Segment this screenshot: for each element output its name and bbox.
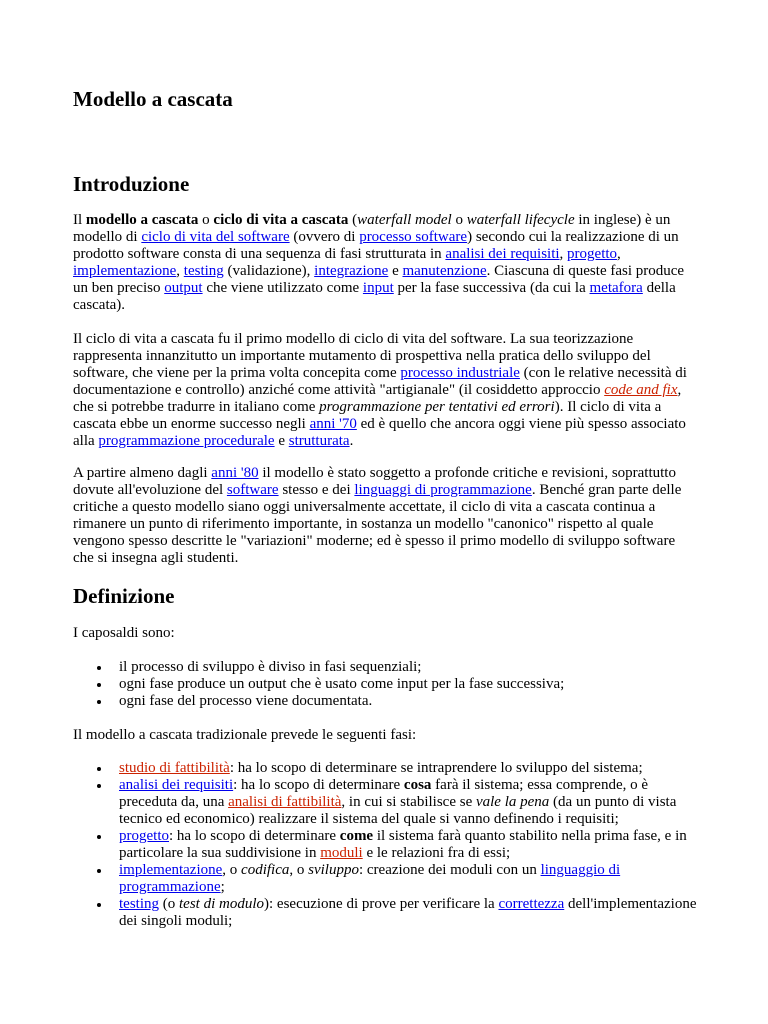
link-input[interactable]: input xyxy=(362,280,394,296)
link-strutturata[interactable]: strutturata xyxy=(288,433,350,449)
link-moduli[interactable]: moduli xyxy=(320,845,363,861)
link-software[interactable]: software xyxy=(226,482,279,498)
list-caposaldi xyxy=(73,659,698,710)
link-processo-industriale[interactable]: processo industriale xyxy=(400,365,520,381)
list-item: ogni fase produce un output che è usato come input per la fase successiva; xyxy=(73,676,698,693)
list-item: il processo di sviluppo è diviso in fasi sequenziali; xyxy=(73,659,698,676)
paragraph-intro-1: Il modello a cascata o ciclo di vita a cascata (waterfall model o waterfall lifecycle in inglese) è un modello di ciclo di vita del software (ovvero di processo software) secondo cui la realizzazione di un prodotto software consta di una sequenza di fasi strutturata in analisi dei requisiti, progetto, implementazione, testing (validazione), integrazione e manutenzione. Ciascuna di queste fasi produce un ben preciso output che viene utilizzato come input per la fase successiva (da cui la metafora della cascata). xyxy=(73,212,685,313)
heading-introduzione: Introduzione xyxy=(73,172,190,196)
page-title: Modello a cascata xyxy=(73,87,233,111)
link-anni-70[interactable]: anni '70 xyxy=(309,416,357,432)
link-progetto[interactable]: progetto xyxy=(567,246,618,262)
link-processo-software[interactable]: processo software xyxy=(359,229,468,245)
link-output[interactable]: output xyxy=(164,280,203,296)
link-programmazione-procedurale[interactable]: programmazione procedurale xyxy=(98,433,275,449)
paragraph-fasi-intro: Il modello a cascata tradizionale prevede le seguenti fasi: xyxy=(73,727,417,743)
link-linguaggi-programmazione[interactable]: linguaggi di programmazione xyxy=(354,482,532,498)
link-code-and-fix[interactable]: code and fix xyxy=(604,382,678,398)
paragraph-caposaldi: I caposaldi sono: xyxy=(73,625,175,641)
list-item-implementazione: implementazione, o codifica, o sviluppo: creazione dei moduli con un linguaggio di programmazione; xyxy=(73,862,698,896)
paragraph-intro-2: Il ciclo di vita a cascata fu il primo modello di ciclo di vita del software. La sua teorizzazione rappresenta innanzitutto un importante mutamento di prospettiva nella pratica dello sviluppo del software, che viene per la prima volta concepita come processo industriale (con le relative necessità di documentazione e controllo) anziché come attività "artigianale" (il cosiddetto approccio code and fix, che si potrebbe tradurre in italiano come programmazione per tentativi ed errori). Il ciclo di vita a cascata ebbe un enorme successo negli anni '70 ed è quello che ancora oggi viene più spesso associato alla programmazione procedurale e strutturata. xyxy=(73,331,687,449)
link-metafora[interactable]: metafora xyxy=(589,280,643,296)
list-item-progetto: progetto: ha lo scopo di determinare come il sistema farà quanto stabilito nella prima fase, e in particolare la sua suddivisione in moduli e le relazioni fra di essi; xyxy=(73,828,698,862)
link-analisi-requisiti-2[interactable]: analisi dei requisiti xyxy=(119,777,234,793)
link-analisi-fattibilita[interactable]: analisi di fattibilità xyxy=(228,794,342,810)
link-studio-fattibilita[interactable]: studio di fattibilità xyxy=(119,760,230,776)
list-fasi xyxy=(73,760,698,930)
list-item: ogni fase del processo viene documentata. xyxy=(73,693,698,710)
list-item-studio-fattibilita: studio di fattibilità: ha lo scopo di determinare se intraprendere lo sviluppo del sistema; xyxy=(73,760,698,777)
paragraph-intro-3: A partire almeno dagli anni '80 il modello è stato soggetto a profonde critiche e revisioni, soprattutto dovute all'evoluzione del software stesso e dei linguaggi di programmazione. Benché gran parte delle critiche a questo modello siano oggi universalmente accettate, il ciclo di vita a cascata continua a rimanere un punto di riferimento importante, in sostanza un modello "canonico" rispetto al quale vengono spesso descritte le "variazioni" moderne; ed è spesso il primo modello di sviluppo software che si insegna agli studenti. xyxy=(73,465,682,566)
list-item-testing: testing (o test di modulo): esecuzione di prove per verificare la correttezza dell'implementazione dei singoli moduli; xyxy=(73,896,698,930)
link-correttezza[interactable]: correttezza xyxy=(498,896,565,912)
link-anni-80[interactable]: anni '80 xyxy=(211,465,259,481)
link-integrazione[interactable]: integrazione xyxy=(314,263,389,279)
link-manutenzione[interactable]: manutenzione xyxy=(402,263,487,279)
heading-definizione: Definizione xyxy=(73,584,175,608)
link-linguaggio-programmazione[interactable]: linguaggio di programmazione xyxy=(119,862,621,895)
link-progetto-2[interactable]: progetto xyxy=(119,828,169,844)
link-analisi-requisiti[interactable]: analisi dei requisiti xyxy=(445,246,560,262)
link-implementazione-2[interactable]: implementazione xyxy=(119,862,223,878)
link-testing[interactable]: testing xyxy=(183,263,224,279)
link-testing-2[interactable]: testing xyxy=(119,896,159,912)
link-implementazione[interactable]: implementazione xyxy=(73,263,177,279)
list-item-analisi-requisiti: analisi dei requisiti: ha lo scopo di determinare cosa farà il sistema; essa comprende, o è preceduta da, una analisi di fattibilità, in cui si stabilisce se vale la pena (da un punto di vista tecnico ed economico) realizzare il sistema del quale si vanno definendo i requisiti; xyxy=(73,777,698,828)
link-ciclo-di-vita[interactable]: ciclo di vita del software xyxy=(141,229,290,245)
